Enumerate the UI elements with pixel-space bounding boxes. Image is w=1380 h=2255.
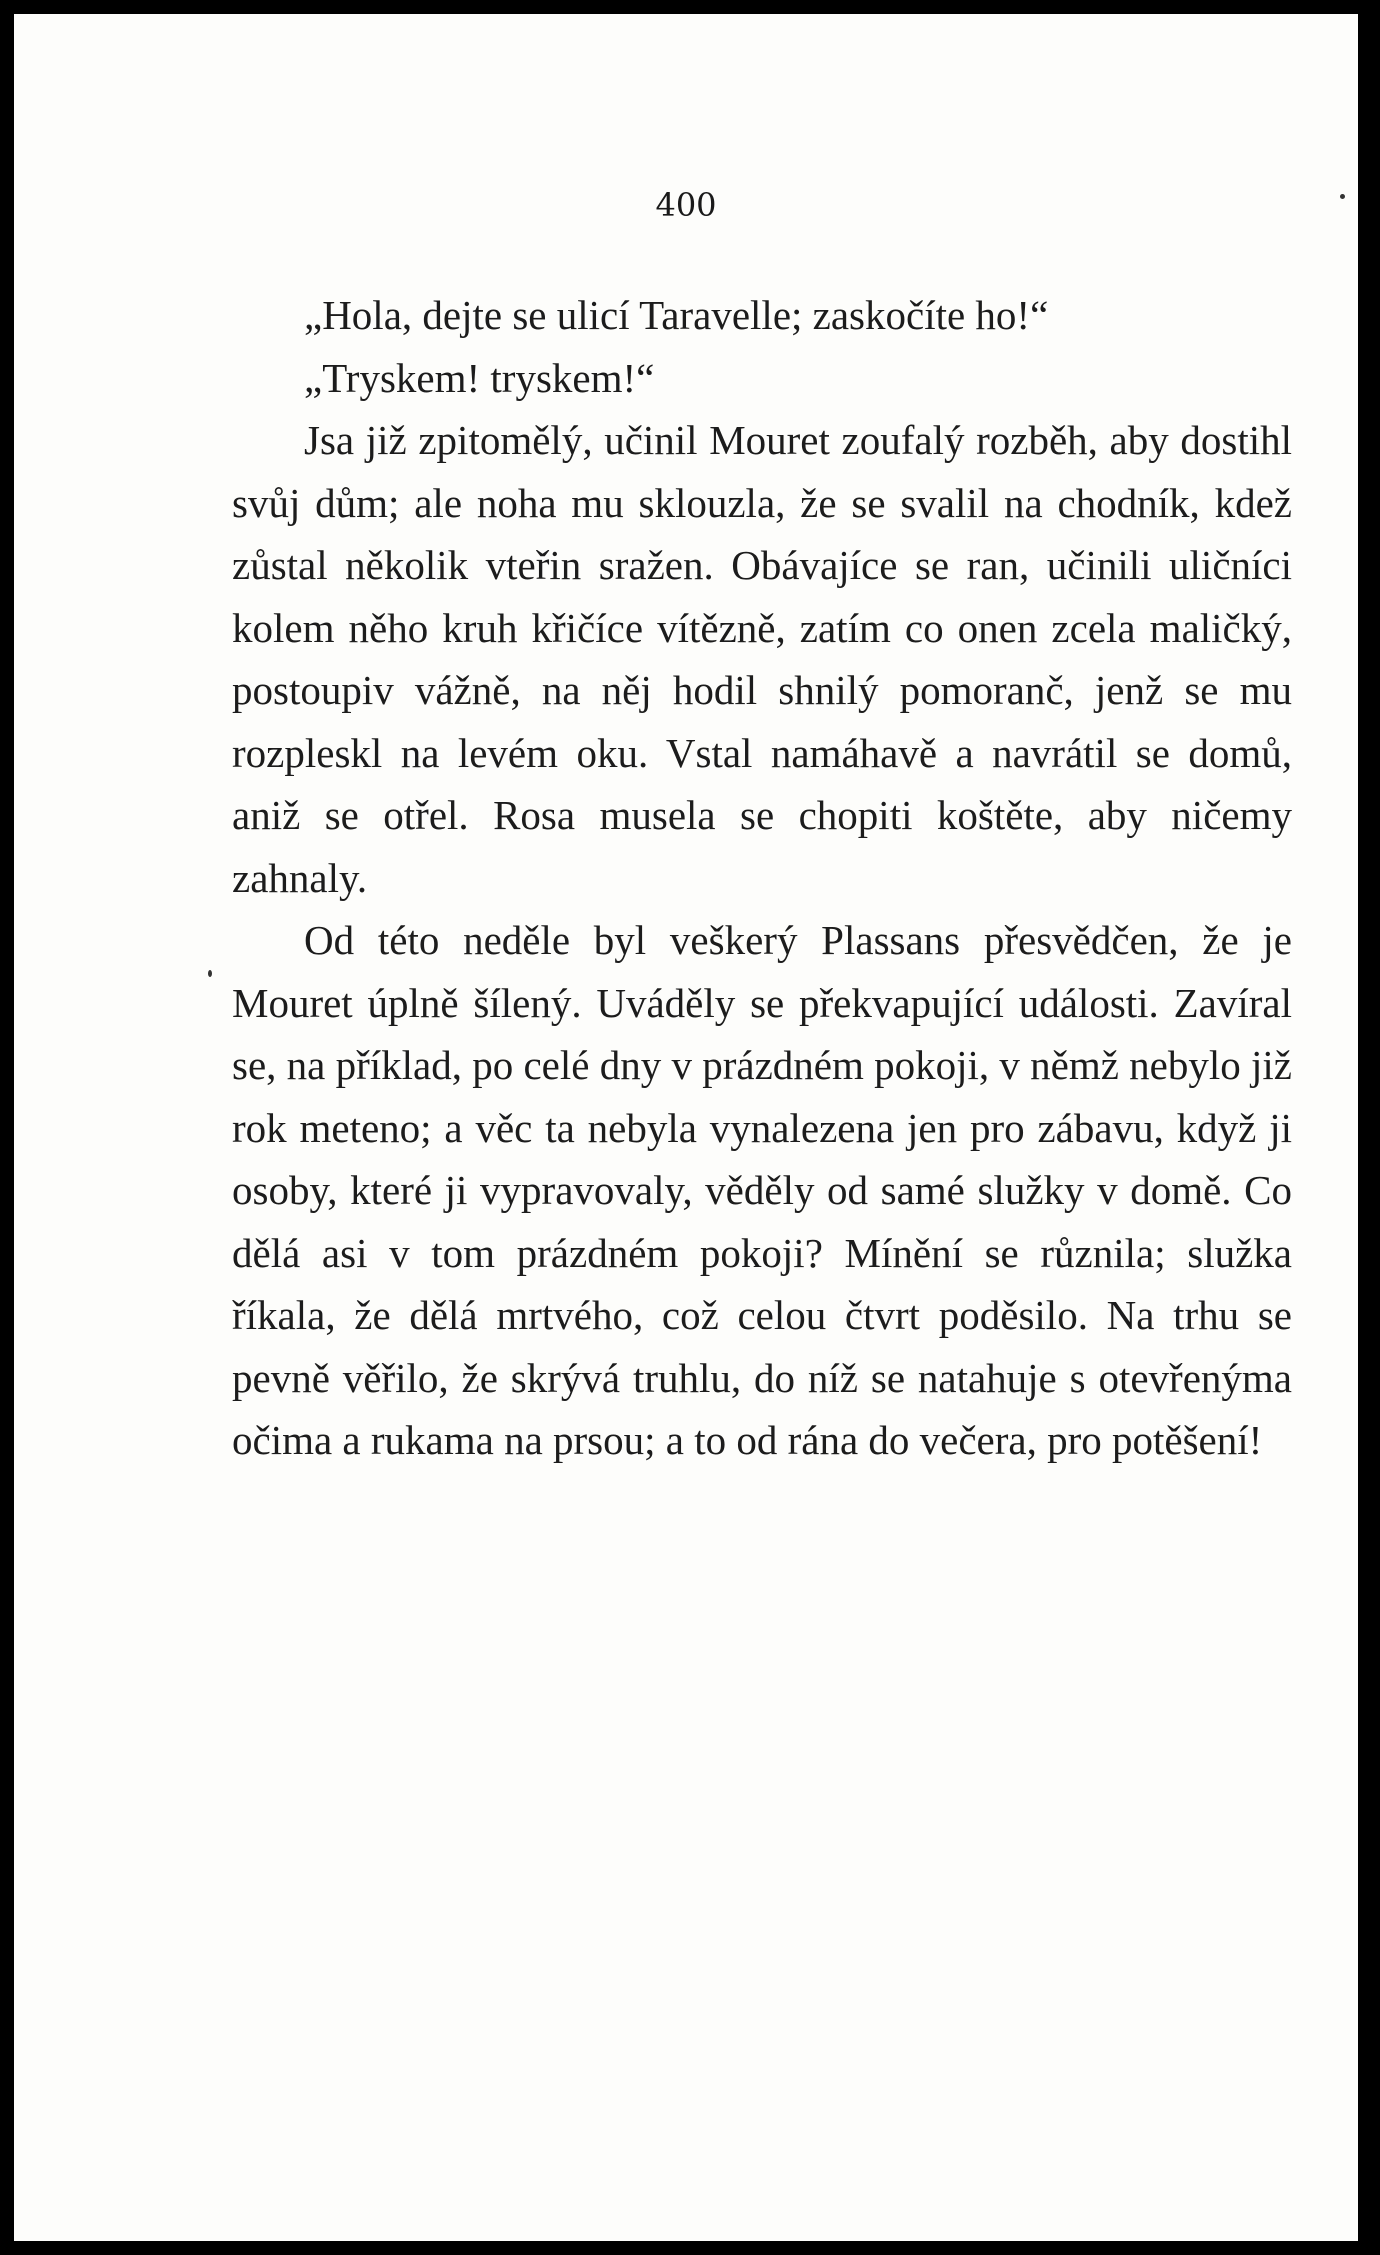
paragraph-1: „Hola, dejte se ulicí Taravelle; zaskočíte ho!“ [304, 292, 1049, 338]
body-text [232, 284, 1292, 1472]
paragraph-4: Od této neděle byl veškerý Plassans přesvědčen, že je Mouret úplně šílený. Uváděly se překvapující události. Zavíral se, na příklad, po celé dny v prázdném pokoji, v němž nebylo již rok meteno; a věc ta nebyla vynalezena jen pro zábavu, když ji osoby, které ji vypravovaly, věděly od samé služky v domě. Co dělá asi v tom prázdném pokoji? Mínění se různila; služka říkala, že dělá mrtvého, což celou čtvrt poděsilo. Na trhu se pevně věřilo, že skrývá truhlu, do níž se natahuje s otevřenýma očima a rukama na prsou; a to od rána do večera, pro potěšení! [232, 917, 1292, 1463]
paragraph-2: „Tryskem! tryskem!“ [304, 354, 655, 401]
paragraph-3: Jsa již zpitomělý, učinil Mouret zoufalý rozběh, aby dostihl svůj dům; ale noha mu sklouzla, že se svalil na chodník, kdež zůstal několik vteřin sražen. Obávajíce se ran, učinili uličníci kolem něho kruh křičíce vítězně, zatím co onen zcela maličký, postoupiv vážně, na něj hodil shnilý pomoranč, jenž se mu rozpleskl na levém oku. Vstal namáhavě a navrátil se domů, aniž se otřel. Rosa musela se chopiti koštěte, aby ničemy zahnaly. [232, 417, 1292, 901]
scan-speck [208, 970, 212, 977]
scan-speck [1340, 194, 1345, 199]
book-page [14, 14, 1358, 2241]
page-number: 400 [655, 186, 717, 224]
